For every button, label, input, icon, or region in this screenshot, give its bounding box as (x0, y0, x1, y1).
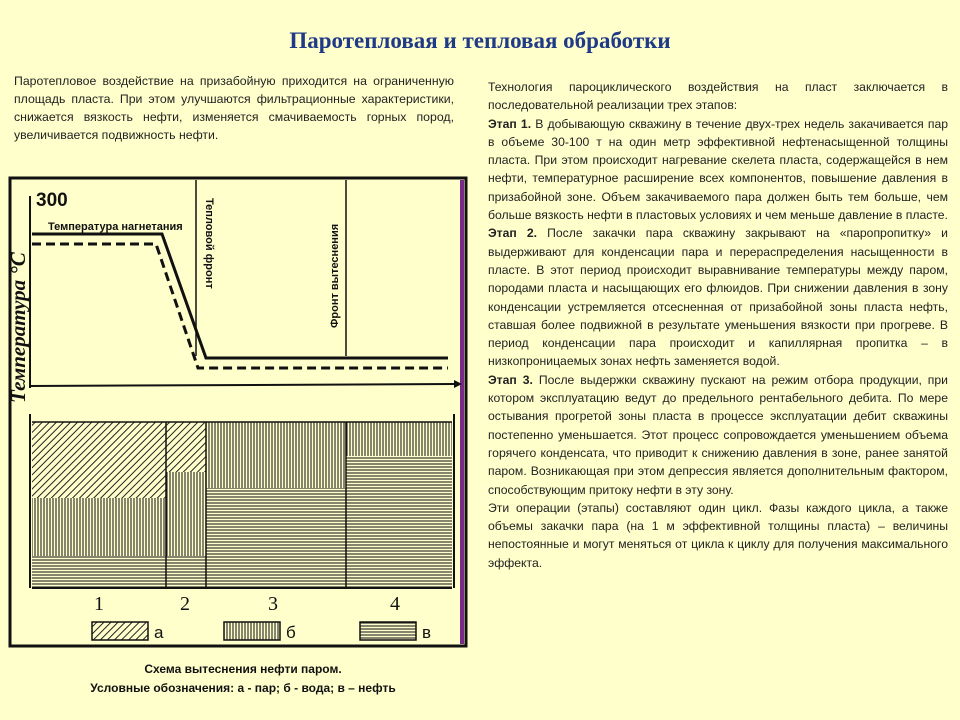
legend-swatch-water (224, 622, 280, 640)
steam-displacement-diagram (6, 178, 468, 648)
zone3-water (206, 422, 346, 488)
y-axis-label: Температура °С (6, 252, 30, 403)
zone-number-3: 3 (268, 593, 278, 615)
zone4-water (346, 422, 452, 456)
zone2-water (166, 472, 206, 556)
zone2-oil (166, 556, 206, 588)
stage-1-paragraph (488, 115, 948, 225)
zone2-steam (166, 422, 206, 472)
zone1-steam (32, 422, 166, 498)
legend-key-b: б (286, 623, 296, 642)
y-value-300: 300 (36, 190, 68, 211)
intro-paragraph: Паротепловое воздействие на призабойную приходится на ограниченную площадь пласта. При этом улучшаются фильтрационные характеристики, снижается вязкость нефти, изменяется смачиваемость горных пород, увеличивается подвижность нефти. (14, 74, 454, 142)
legend-key-a: а (154, 623, 164, 642)
stage-3-paragraph (488, 371, 948, 499)
curve-label: Температура нагнетания (48, 221, 183, 233)
stage-3-text: После выдержки скважину пускают на режим отбора продукции, при котором эксплуатацию ведут до предельного рентабельного дебита. По мере остывания прогретой зоны пласта в процессе эксплуатации дебит скважины постепенно уменьшается. Этот процесс сопровождается уменьшением объема горячего конденсата, что приводит к снижению давления в зоне, ранее занятой паром. Возникающая при этом депрессия является дополнительным фактором, способствующим притоку нефти в эту зону. (488, 372, 948, 497)
figure-caption (10, 660, 476, 698)
stage-1-text: В добывающую скважину в течение двух-трех недель закачивается пар в объеме 30-100 т на один метр эффективной нефтенасыщенной толщины пласта. При этом происходит нагревание скелета пласта, содержащейся в нем нефти, температурное расширение всех компонентов, повышение давления в призабойной зоне. Объем закачиваемого пара должен быть тем больше, чем больше вязкость нефти в пластовых условиях и чем меньше давление в пласте. (488, 116, 948, 223)
stage-2-paragraph (488, 224, 948, 370)
zone1-oil (32, 556, 166, 588)
legend-key-v: в (422, 623, 432, 642)
outro-paragraph: Эти операции (этапы) составляют один цикл. Фазы каждого цикла, а также объемы закачки пара (на 1 м эффективной толщины пласта) – величины непостоянные и могут меняться от цикла к циклу для получения максимального эффекта. (488, 500, 948, 570)
stage-3-label: Этап 3. (488, 372, 533, 387)
displacement-front-label: Фронт вытеснения (329, 223, 341, 328)
legend-swatch-oil (360, 622, 416, 640)
zone1-water (32, 498, 166, 556)
caption-line-1: Схема вытеснения нефти паром. (144, 662, 342, 676)
zone-number-2: 2 (180, 593, 190, 615)
caption-line-2: Условные обозначения: а - пар; б - вода; в – нефть (90, 681, 396, 695)
stage-2-label: Этап 2. (488, 226, 538, 241)
zone-number-1: 1 (94, 593, 104, 615)
zone-number-4: 4 (390, 593, 400, 615)
zone4-oil (346, 456, 452, 588)
legend-swatch-steam (92, 622, 148, 640)
stage-1-label: Этап 1. (488, 116, 532, 131)
stage-2-text: После закачки пара скважину закрывают на «паропропитку» и выдерживают для конденсации пара и перераспределения насыщенности в пласте. В этот период происходит выравнивание температуры между паром, породами пласта и насыщающих его флюидов. При снижении давления в зону конденсации устремляется отсесненная от призабойной зоны пласта нефть, ставшая более подвижной в результате уменьшения вязкости при прогреве. В период конденсации пара происходит и капиллярная пропитка – в низкопроницаемых зонах нефть заменяется водой. (488, 226, 948, 369)
thermal-front-label: Тепловой фронт (203, 198, 215, 289)
slide-title: Паротепловая и тепловая обработки (289, 28, 671, 53)
lead-paragraph: Технология пароциклического воздействия на пласт заключается в последовательной реализации трех этапов: (488, 80, 948, 113)
zone3-oil (206, 488, 346, 588)
technology-description (488, 78, 948, 572)
